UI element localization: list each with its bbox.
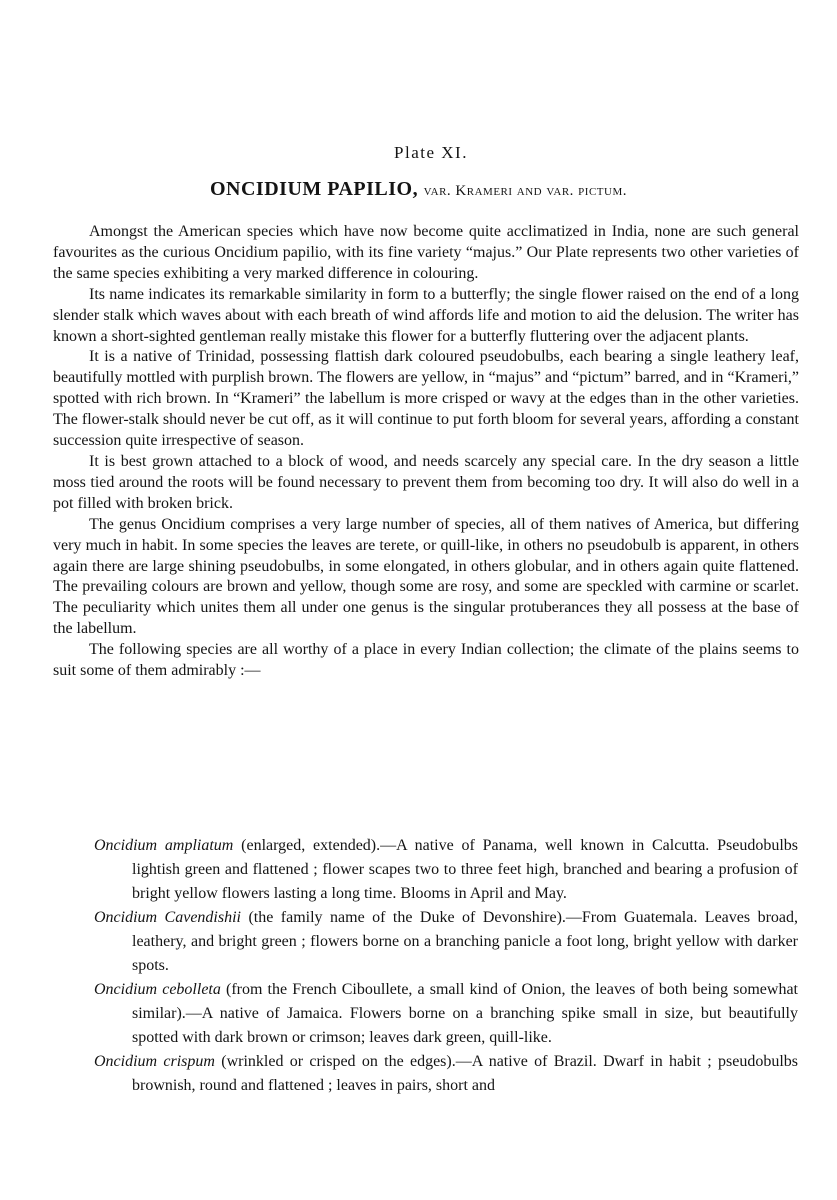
species-list: [94, 834, 798, 1098]
paragraph: It is a native of Trinidad, possessing flattish dark coloured pseudobulbs, each bearing a single leathery leaf, beautifully mottled with purplish brown. The flowers are yellow, in “majus” and “pictum” barred, and in “Krameri,” spotted with rich brown. In “Krameri” the labellum is more crisped or wavy at the edges than in the other varieties. The flower-stalk should never be cut off, as it will continue to put forth bloom for several years, affording a constant succession quite irrespective of season.: [53, 348, 799, 450]
species-name: Oncidium ampliatum: [94, 837, 234, 854]
page-title: [0, 178, 837, 201]
species-name: Oncidium cebolleta: [94, 981, 221, 998]
paragraph: The following species are all worthy of a place in every Indian collection; the climate of the plains seems to suit some of them admirably :—: [53, 641, 799, 680]
body-text: [53, 222, 799, 682]
paragraph: It is best grown attached to a block of wood, and needs scarcely any special care. In the dry season a little moss tied around the roots will be found necessary to prevent them from becoming too dry. It will also do well in a pot filled with broken brick.: [53, 452, 799, 512]
title-varieties: var. Krameri and var. pictum.: [423, 183, 627, 199]
title-main: ONCIDIUM PAPILIO,: [209, 178, 419, 200]
species-description: (enlarged, extended).—A native of Panama, well known in Calcutta. Pseudobulbs lightish green and flattened ; flower scapes two to three feet high, branched and bearing a profusion of bright yellow flowers lasting a long time. Blooms in April and May.: [132, 837, 798, 902]
paragraph: Its name indicates its remarkable similarity in form to a butterfly; the single flower raised on the end of a long slender stalk which waves about with each breath of wind affords life and motion to aid the delusion. The writer has known a short-sighted gentleman really mistake this flower for a butterfly fluttering over the adjacent plants.: [53, 285, 799, 345]
species-entry: [94, 834, 798, 906]
species-entry: [94, 906, 798, 978]
species-description: (wrinkled or crisped on the edges).—A native of Brazil. Dwarf in habit ; pseudobulbs brownish, round and flattened ; leaves in pairs, short and: [132, 1053, 798, 1094]
species-name: Oncidium crispum: [94, 1053, 215, 1070]
species-description: (from the French Ciboullete, a small kind of Onion, the leaves of both being somewhat similar).—A native of Jamaica. Flowers borne on a branching spike small in size, but beautifully spotted with dark brown or crimson; leaves dark green, quill-like.: [132, 981, 798, 1046]
species-entry: [94, 1050, 798, 1098]
species-name: Oncidium Cavendishii: [94, 909, 241, 926]
paragraph: Amongst the American species which have now become quite acclimatized in India, none are such general favourites as the curious Oncidium papilio, with its fine variety “majus.” Our Plate represents two other varieties of the same species exhibiting a very marked difference in colouring.: [53, 223, 799, 282]
plate-label: Plate XI.: [394, 143, 468, 162]
species-entry: [94, 978, 798, 1050]
species-description: (the family name of the Duke of Devonshire).—From Guatemala. Leaves broad, leathery, and bright green ; flowers borne on a branching panicle a foot long, bright yellow with darker spots.: [132, 909, 798, 974]
paragraph: The genus Oncidium comprises a very large number of species, all of them natives of America, but differing very much in habit. In some species the leaves are terete, or quill-like, in others no pseudobulb is apparent, in others again there are large shining pseudobulbs, in some elongated, in others globular, and in others again quite flattened. The prevailing colours are brown and yellow, though some are rosy, and some are speckled with carmine or scarlet. The peculiarity which unites them all under one genus is the singular protuberances they all possess at the base of the labellum.: [53, 515, 799, 638]
